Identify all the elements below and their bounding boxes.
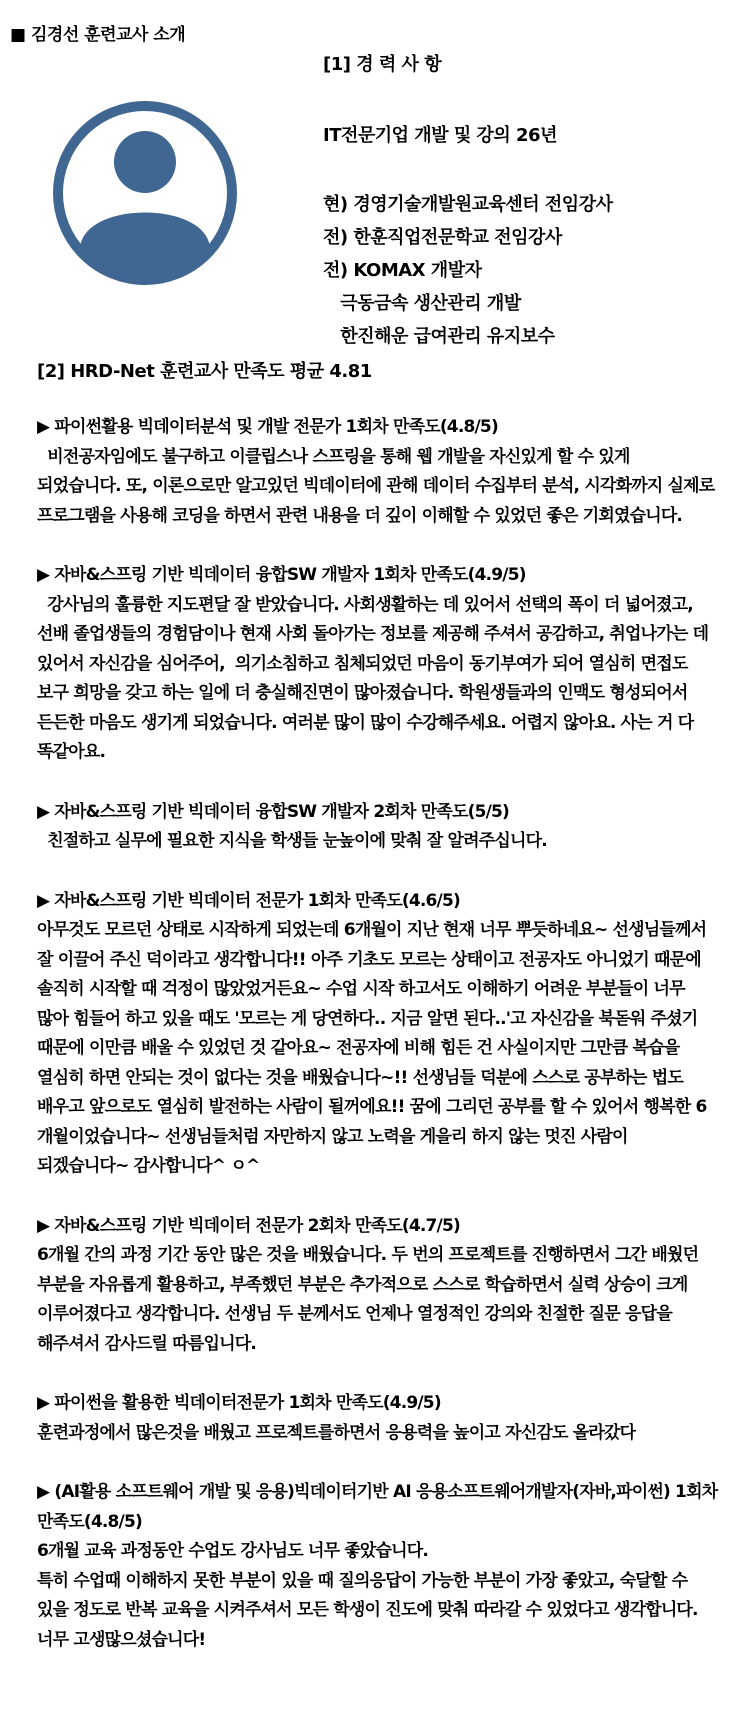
career-item: 현) 경영기술개발원교육센터 전임강사 bbox=[323, 194, 613, 215]
review-text-line: 솔직히 시작할 때 걱정이 많았었거든요~ 수업 시작 하고서도 이해하기 어려운 부분들이 너무 bbox=[37, 979, 685, 999]
review-text-line: 되겠습니다~ 감사합니다^ ㅇ^ bbox=[37, 1156, 260, 1176]
career-item: 극동금속 생산관리 개발 bbox=[323, 293, 521, 314]
review-item bbox=[37, 887, 737, 1182]
review-text-line: 특히 수업때 이해하지 못한 부분이 있을 때 질의응답이 가능한 부분이 가장 좋았고, 숙달할 수 bbox=[37, 1570, 688, 1591]
career-item: 한진해운 급여관리 유지보수 bbox=[323, 326, 555, 347]
review-text-line: 있어서 자신감을 심어주어, 의기소침하고 침체되었던 마음이 동기부여가 되어 열심히 면접도 bbox=[37, 653, 688, 674]
review-text-line: 잘 이끌어 주신 덕이라고 생각합니다!! 아주 기초도 모르는 상태이고 전공자도 아니었기 때문에 bbox=[37, 949, 701, 970]
review-item bbox=[37, 1212, 737, 1360]
review-title: ▶ (AI활용 소프트웨어 개발 및 응용)빅데이터기반 AI 응용소프트웨어개발자(자바,파이썬) 1회차 bbox=[37, 1482, 718, 1502]
review-text-line: 선배 졸업생들의 경험담이나 현재 사회 돌아가는 정보를 제공해 주셔서 공감하고, 취업나가는 데 bbox=[37, 624, 709, 644]
review-text-line: 6개월 간의 과정 기간 동안 많은 것을 배웠습니다. 두 번의 프로젝트를 진행하면서 그간 배웠던 bbox=[37, 1245, 699, 1265]
review-text-line: 친절하고 실무에 필요한 지식을 학생들 눈높이에 맞춰 잘 알려주십니다. bbox=[37, 831, 547, 851]
review-text-line: 6개월 교육 과정동안 수업도 강사님도 너무 좋았습니다. bbox=[37, 1541, 429, 1561]
hrd-satisfaction-heading: [2] HRD-Net 훈련교사 만족도 평균 4.81 bbox=[37, 361, 372, 382]
review-item bbox=[37, 1478, 737, 1655]
page-title: ■ 김경선 훈련교사 소개 bbox=[10, 25, 186, 45]
career-item: 전) KOMAX 개발자 bbox=[323, 260, 482, 281]
review-title: ▶ 파이썬을 활용한 빅데이터전문가 1회차 만족도(4.9/5) bbox=[37, 1393, 441, 1413]
review-title: ▶ 자바&스프링 기반 빅데이터 융합SW 개발자 2회차 만족도(5/5) bbox=[37, 801, 510, 822]
review-title: 만족도(4.8/5) bbox=[37, 1511, 142, 1532]
review-list bbox=[37, 413, 737, 1685]
review-text-line: 아무것도 모르던 상태로 시작하게 되었는데 6개월이 지난 현재 너무 뿌듯하네요~ 선생님들께서 bbox=[37, 920, 707, 940]
review-title: ▶ 자바&스프링 기반 빅데이터 전문가 1회차 만족도(4.6/5) bbox=[37, 890, 460, 911]
review-text-line: 있을 정도로 반복 교육을 시켜주셔서 모든 학생이 진도에 맞춰 따라갈 수 있었다고 생각합니다. bbox=[37, 1600, 698, 1620]
review-text-line: 개월이었습니다~ 선생님들처럼 자만하지 않고 노력을 게을리 하지 않는 멋진 사람이 bbox=[37, 1126, 628, 1147]
review-text-line: 부분을 자유롭게 활용하고, 부족했던 부분은 추가적으로 스스로 학습하면서 실력 상승이 크게 bbox=[37, 1274, 688, 1295]
review-item bbox=[37, 413, 737, 531]
review-title: ▶ 자바&스프링 기반 빅데이터 전문가 2회차 만족도(4.7/5) bbox=[37, 1215, 460, 1236]
review-title: ▶ 파이썬활용 빅데이터분석 및 개발 전문가 1회차 만족도(4.8/5) bbox=[37, 417, 498, 437]
review-text-line: 비전공자임에도 불구하고 이클립스나 스프링을 통해 웹 개발을 자신있게 할 수 있게 bbox=[37, 446, 630, 467]
review-text-line: 훈련과정에서 많은것을 배웠고 프로젝트를하면서 응용력을 높이고 자신감도 올라갔다 bbox=[37, 1422, 636, 1443]
review-item bbox=[37, 561, 737, 768]
review-text-line: 프로그램을 사용해 코딩을 하면서 관련 내용을 더 깊이 이해할 수 있었던 좋은 기회였습니다. bbox=[37, 505, 683, 526]
review-text-line: 똑같아요. bbox=[37, 742, 106, 762]
review-text-line: 되었습니다. 또, 이론으로만 알고있던 빅데이터에 관해 데이터 수집부터 분석, 시각화까지 실제로 bbox=[37, 476, 715, 496]
avatar-icon bbox=[52, 100, 238, 286]
review-text-line: 배우고 앞으로도 열심히 발전하는 사람이 될꺼에요!! 꿈에 그리던 공부를 할 수 있어서 행복한 6 bbox=[37, 1097, 707, 1117]
review-text-line: 때문에 이만큼 배울 수 있었던 것 같아요~ 전공자에 비해 힘든 건 사실이지만 그만큼 복습을 bbox=[37, 1038, 680, 1058]
review-text-line: 강사님의 훌륭한 지도편달 잘 받았습니다. 사회생활하는 데 있어서 선택의 폭이 더 넓어졌고, bbox=[37, 594, 693, 615]
review-text-line: 이루어졌다고 생각합니다. 선생님 두 분께서도 언제나 열정적인 강의와 친절한 질문 응답을 bbox=[37, 1304, 672, 1324]
review-item bbox=[37, 1389, 737, 1448]
review-title: ▶ 자바&스프링 기반 빅데이터 융합SW 개발자 1회차 만족도(4.9/5) bbox=[37, 565, 526, 585]
review-text-line: 든든한 마음도 생기게 되었습니다. 여러분 많이 많이 수강해주세요. 어렵지 않아요. 사는 거 다 bbox=[37, 712, 694, 733]
career-item: 전) 한훈직업전문학교 전임강사 bbox=[323, 227, 562, 248]
review-text-line: 보구 희망을 갖고 하는 일에 더 충실해진면이 많아졌습니다. 학원생들과의 인맥도 형성되어서 bbox=[37, 683, 688, 703]
review-text-line: 열심히 하면 안되는 것이 없다는 것을 배웠습니다~!! 선생님들 덕분에 스스로 공부하는 법도 bbox=[37, 1067, 684, 1088]
review-item bbox=[37, 798, 737, 857]
career-heading: [1] 경 력 사 항 bbox=[323, 54, 442, 75]
review-text-line: 너무 고생많으셨습니다! bbox=[37, 1629, 206, 1650]
career-summary: IT전문기업 개발 및 강의 26년 bbox=[323, 125, 557, 146]
review-text-line: 해주셔서 감사드릴 따름입니다. bbox=[37, 1333, 256, 1354]
review-text-line: 많아 힘들어 하고 있을 때도 '모르는 게 당연하다.. 지금 알면 된다..'고 자신감을 북돋워 주셨기 bbox=[37, 1008, 698, 1029]
